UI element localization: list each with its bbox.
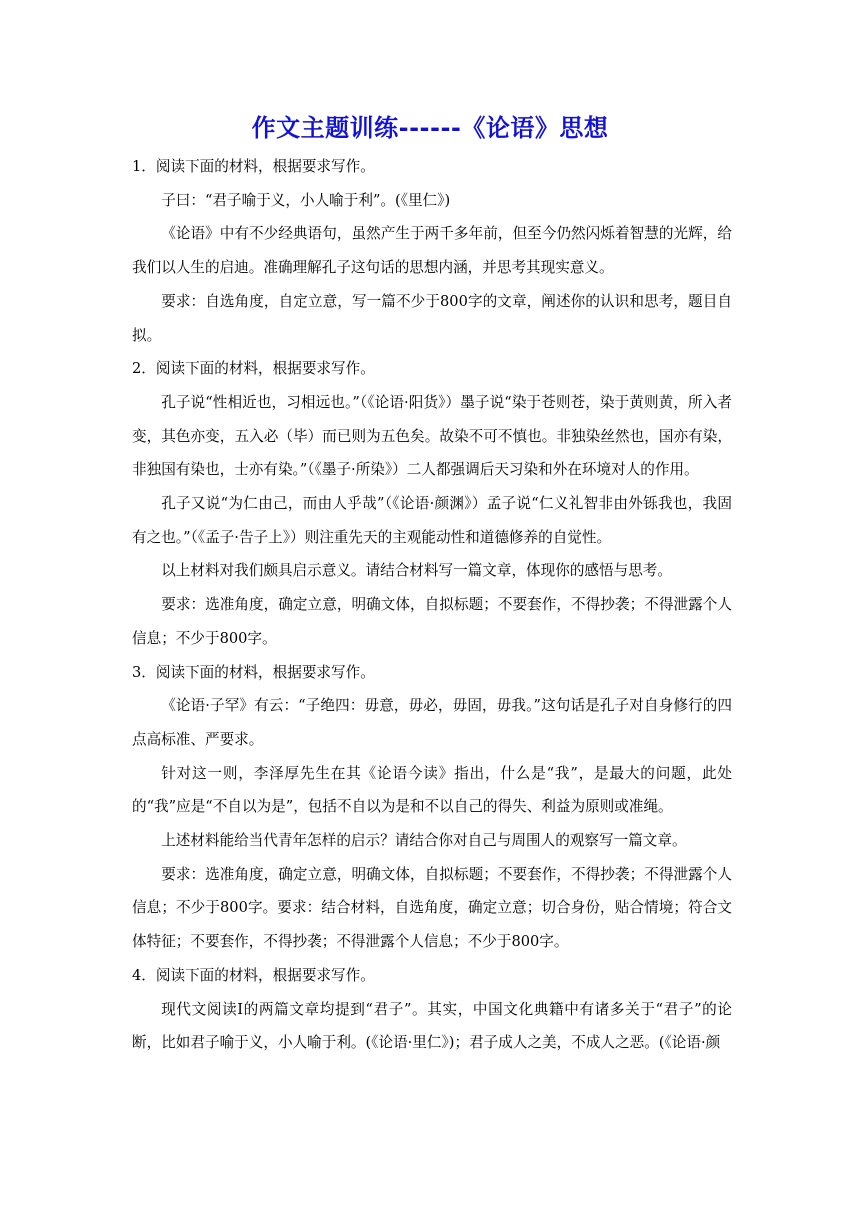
question-3-heading: 3．阅读下面的材料，根据要求写作。 [132,663,375,681]
question-3-material-2: 针对这一则，李泽厚先生在其《论语今读》指出，什么是“我”，是最大的问题，此处的“我”应是“不自以为是”，包括不自以为是和不以自己的得失、利益为原则或准绳。 [132,764,732,816]
question-2-requirement: 要求：选准角度，确定立意，明确文体，自拟标题；不要套作，不得抄袭；不得泄露个人信息；不少于800字。 [132,596,732,647]
question-1-heading: 1．阅读下面的材料，根据要求写作。 [132,158,375,175]
question-4-heading: 4．阅读下面的材料，根据要求写作。 [132,966,375,984]
question-3-prompt: 上述材料能给当代青年怎样的启示？请结合你对自己与周围人的观察写一篇文章。 [161,832,687,850]
question-2-prompt: 以上材料对我们颇具启示意义。请结合材料写一篇文章，体现你的感悟与思考。 [161,562,672,580]
question-3-material-1: 《论语·子罕》有云：“子绝四：毋意，毋必，毋固，毋我。”这句话是孔子对自身修行的四点高标准、严要求。 [132,697,732,748]
document-body [132,150,732,1060]
question-2-material-1: 孔子说“性相近也，习相远也。”（《论语·阳货》）墨子说“染于苍则苍，染于黄则黄，所入者变，其色亦变，五入必（毕）而已则为五色矣。故染不可不慎也。非独染丝然也，国亦有染，非独国有染也，士亦有染。”（《墨子·所染》）二人都强调后天习染和外在环境对人的作用。 [132,393,732,479]
question-1-quote: 子曰：“君子喻于义，小人喻于利”。(《里仁》) [161,191,451,209]
question-2-material-2: 孔子又说“为仁由己，而由人乎哉”（《论语·颜渊》）孟子说“仁义礼智非由外铄我也，我固有之也。”（《孟子·告子上》）则注重先天的主观能动性和道德修养的自觉性。 [132,495,732,546]
question-4-material: 现代文阅读I的两篇文章均提到“君子”。其实，中国文化典籍中有诸多关于“君子”的论断，比如君子喻于义，小人喻于利。(《论语·里仁》)；君子成人之美，不成人之恶。(《论语·颜 [132,1000,732,1052]
question-2-heading: 2．阅读下面的材料，根据要求写作。 [132,360,375,378]
document-title: 作文主题训练------《论语》思想 [251,114,609,142]
question-3-requirement: 要求：选准角度，确定立意，明确文体，自拟标题；不要套作，不得抄袭；不得泄露个人信息；不少于800字。要求：结合材料，自选角度，确定立意；切合身份，贴合情境；符合文体特征；不要套作，不得抄袭；不得泄露个人信息；不少于800字。 [132,865,732,951]
question-1-requirement: 要求：自选角度，自定立意，写一篇不少于800字的文章，阐述你的认识和思考，题目自拟。 [132,292,732,344]
question-1-material: 《论语》中有不少经典语句，虽然产生于两千多年前，但至今仍然闪烁着智慧的光辉，给我们以人生的启迪。准确理解孔子这句话的思想内涵，并思考其现实意义。 [132,225,732,277]
